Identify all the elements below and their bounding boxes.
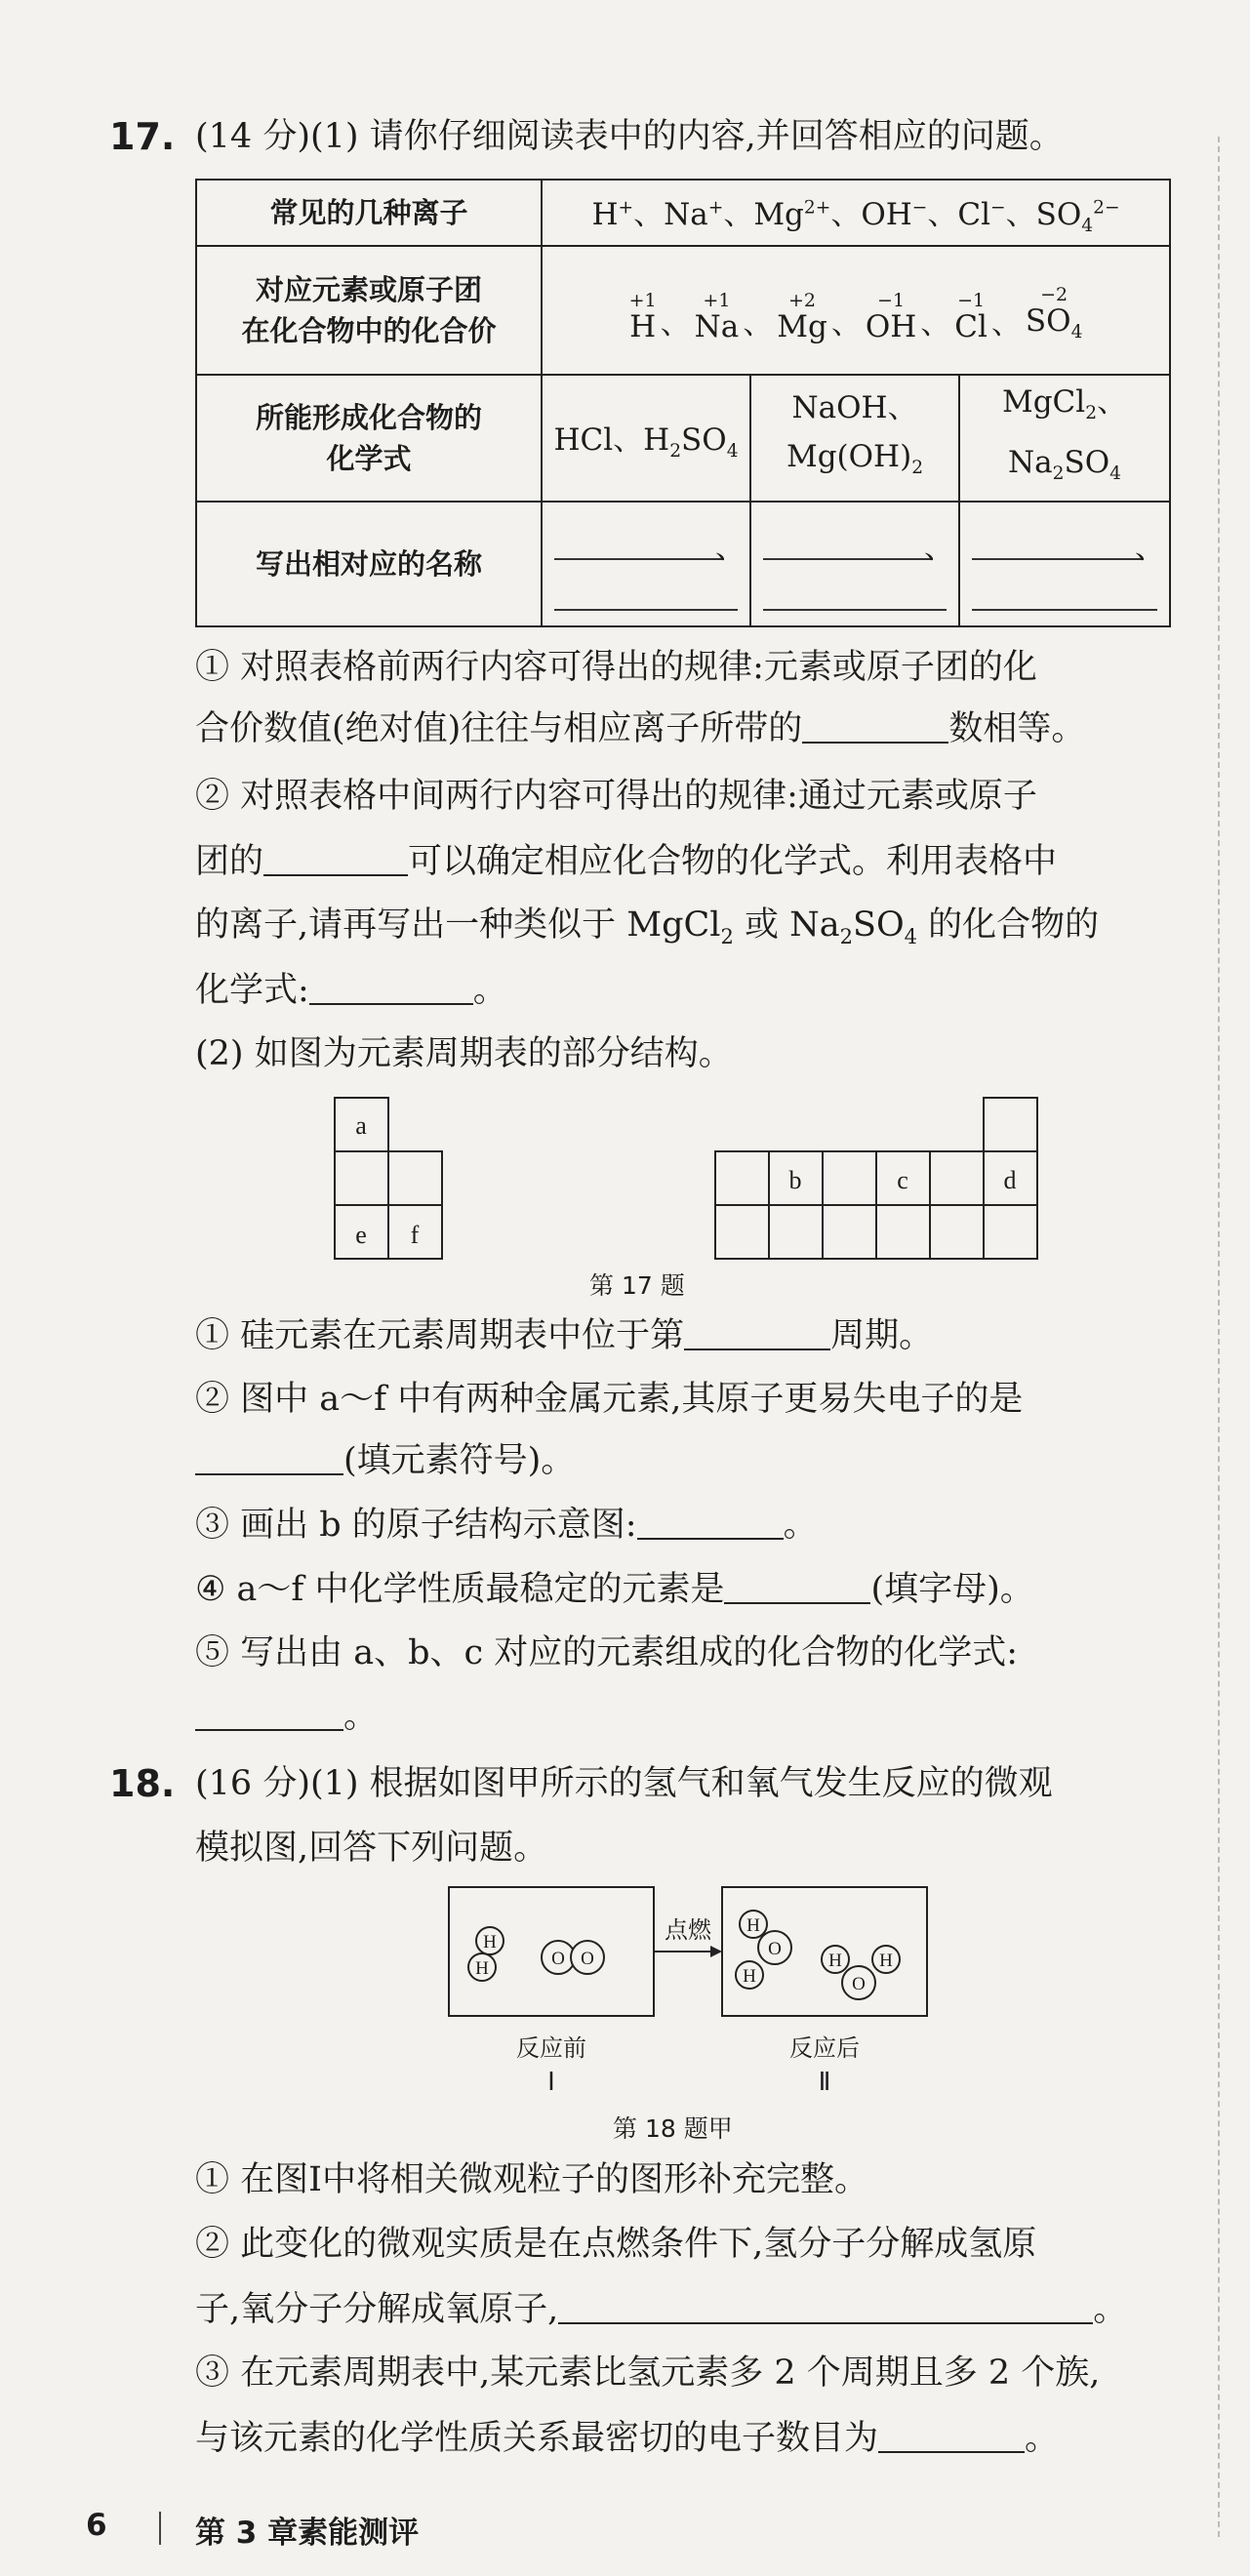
- answer-blank[interactable]: [878, 2416, 1025, 2453]
- q17-rule2-line2: 团的 可以确定相应化合物的化学式。利用表格中: [195, 839, 1057, 883]
- ions-list: H+、Na+、$Mg^{2+}$、OH−、Cl−、$SO_4^{2-}$: [591, 196, 1120, 237]
- valence-5: −2 $SO_4$: [1025, 283, 1083, 342]
- q17-rule1-line1: ① 对照表格前两行内容可得出的规律:元素或原子团的化: [195, 648, 1037, 687]
- q17-rule2-line3: 的离子,请再写出一种类似于 MgCl$_2$ 或 $Na_2SO_4$ 的化合物的: [195, 906, 1100, 948]
- formula-h2so4: $H_2SO_4$: [643, 422, 739, 463]
- answer-blank[interactable]: [684, 1313, 830, 1350]
- valence-0: +1 H: [628, 289, 657, 344]
- answer-blank[interactable]: [309, 968, 473, 1005]
- ion-0: H+: [591, 196, 634, 232]
- name-separator: 、: [924, 531, 954, 566]
- ions-cell: [542, 180, 1170, 246]
- pt-cell: [930, 1151, 984, 1205]
- pt-cell: [715, 1151, 769, 1205]
- valence-2: +2 Mg: [777, 289, 827, 344]
- element-label-a: a: [355, 1111, 367, 1140]
- answer-blank[interactable]: [263, 839, 408, 876]
- formula-mgoh2: $Mg(OH)_2$: [786, 438, 924, 479]
- atom-label: H: [483, 1932, 497, 1952]
- q17-sub2-line1: ② 图中 a～f 中有两种金属元素,其原子更易失电子的是: [195, 1380, 1024, 1419]
- pt-cell: [876, 1205, 930, 1259]
- table-header-ions: 常见的几种离子: [196, 180, 542, 246]
- chapter-title: 第 3 章素能测评: [195, 2516, 420, 2551]
- formula-cell-2: [750, 375, 959, 502]
- ion-3: OH−: [861, 196, 928, 232]
- q18-sub2-line1: ② 此变化的微观实质是在点燃条件下,氢分子分解成氢原: [195, 2225, 1037, 2264]
- name-blank-cell-2[interactable]: [750, 502, 959, 626]
- arrow-label-ignite: 点燃: [665, 1916, 711, 1944]
- before-roman: Ⅰ: [547, 2068, 555, 2096]
- q17-sub5-line2: 。: [195, 1694, 378, 1738]
- figure-18-caption: 第 18 题甲: [613, 2114, 733, 2143]
- q17-rule2-line1: ② 对照表格中间两行内容可得出的规律:通过元素或原子: [195, 777, 1037, 816]
- q18-sub3-line1: ③ 在元素周期表中,某元素比氢元素多 2 个周期且多 2 个族,: [195, 2354, 1101, 2393]
- name-separator: 、: [715, 531, 746, 566]
- after-label: 反应后: [789, 2034, 860, 2062]
- answer-blank[interactable]: [637, 1503, 784, 1540]
- q17-sub2-line2: (填元素符号)。: [195, 1438, 575, 1482]
- atom-label: O: [581, 1949, 594, 1969]
- atom-label: H: [746, 1915, 760, 1936]
- binding-margin-line: [1218, 137, 1220, 2537]
- formula-cell-3: [959, 375, 1170, 502]
- valence-list: +1 H 、 +1 Na 、 +2 Mg 、 −1 OH 、 −1 Cl 、 −2 $SO_4$: [628, 283, 1083, 344]
- atom-label: H: [879, 1951, 893, 1971]
- name-blank-cell-3[interactable]: [959, 502, 1170, 626]
- element-label-f: f: [410, 1221, 420, 1249]
- element-label-e: e: [355, 1221, 367, 1249]
- formula-separator: 、: [613, 422, 644, 458]
- answer-blank[interactable]: [195, 1694, 343, 1731]
- page-number: 6: [86, 2508, 107, 2543]
- formula-hcl: HCl: [553, 422, 614, 458]
- answer-blank[interactable]: [558, 2287, 1093, 2324]
- pt-cell: [930, 1205, 984, 1259]
- formula-mgcl2: MgCl$_2$、: [1001, 383, 1128, 423]
- ion-4: Cl−: [957, 196, 1006, 232]
- question-18-number: 18.: [109, 1762, 176, 1805]
- question-17-intro: (14 分)(1) 请你仔细阅读表中的内容,并回答相应的问题。: [195, 117, 1064, 156]
- after-roman: Ⅱ: [818, 2068, 831, 2096]
- name-separator: 、: [1135, 531, 1165, 566]
- q17-sub1: ① 硅元素在元素周期表中位于第 周期。: [195, 1313, 933, 1357]
- ion-2: $Mg^{2+}$: [753, 196, 831, 232]
- formula-header-line2: 化学式: [326, 442, 412, 475]
- formula-header-line1: 所能形成化合物的: [255, 401, 482, 434]
- question-18-intro-line1: (16 分)(1) 根据如图甲所示的氢气和氧气发生反应的微观: [195, 1764, 1053, 1803]
- formula-naoh: NaOH、: [791, 389, 918, 425]
- valence-header-line1: 对应元素或原子团: [255, 273, 482, 306]
- question-18-intro-line2: 模拟图,回答下列问题。: [195, 1829, 548, 1868]
- q17-rule2-line4: 化学式: 。: [195, 968, 507, 1012]
- periodic-table-fragment: [322, 1085, 1044, 1261]
- atom-label: O: [852, 1974, 866, 1994]
- pt-cell: [823, 1151, 876, 1205]
- q17-part2-intro: (2) 如图为元素周期表的部分结构。: [195, 1034, 733, 1073]
- q18-sub1: ① 在图Ⅰ中将相关微观粒子的图形补充完整。: [195, 2160, 868, 2199]
- q17-rule1-line2: 合价数值(绝对值)往往与相应离子所带的 数相等。: [195, 706, 1085, 750]
- ion-1: Na+: [664, 196, 724, 232]
- pt-cell: [715, 1205, 769, 1259]
- pt-cell: [769, 1205, 823, 1259]
- table-header-valence: [196, 246, 542, 375]
- atom-label: O: [551, 1949, 565, 1969]
- q17-sub4: ④ a～f 中化学性质最稳定的元素是 (填字母)。: [195, 1567, 1034, 1611]
- valence-3: −1 OH: [865, 289, 917, 344]
- formula-na2so4: $Na_2SO_4$: [1008, 445, 1121, 485]
- before-label: 反应前: [516, 2034, 586, 2062]
- atom-label: H: [475, 1958, 489, 1979]
- q18-sub2-line2: 子,氧分子分解成氧原子, 。: [195, 2287, 1127, 2331]
- table-header-names: 写出相对应的名称: [196, 502, 542, 626]
- valence-4: −1 Cl: [954, 289, 988, 344]
- q17-sub5-line1: ⑤ 写出由 a、b、c 对应的元素组成的化合物的化学式:: [195, 1633, 1019, 1672]
- footer-divider: [159, 2512, 161, 2545]
- pt-cell: [984, 1205, 1037, 1259]
- valence-header-line2: 在化合物中的化合价: [241, 314, 497, 347]
- name-blank-cell-1[interactable]: [542, 502, 750, 626]
- q18-sub3-line2: 与该元素的化学性质关系最密切的电子数目为 。: [195, 2416, 1059, 2460]
- ion-5: $SO_4^{2-}$: [1035, 196, 1120, 237]
- element-label-c: c: [897, 1166, 908, 1194]
- atom-label: H: [828, 1951, 842, 1971]
- valence-1: +1 Na: [694, 289, 740, 344]
- reaction-micro-diagram: [441, 1877, 948, 2102]
- element-label-d: d: [1003, 1166, 1017, 1194]
- figure-17-caption: 第 17 题: [589, 1271, 685, 1300]
- table-header-formula: [196, 375, 542, 502]
- element-label-b: b: [788, 1166, 802, 1194]
- answer-blank[interactable]: [802, 706, 948, 744]
- pt-cell: [823, 1205, 876, 1259]
- answer-blank[interactable]: [724, 1567, 870, 1604]
- valence-cell: [542, 246, 1170, 375]
- atom-label: H: [743, 1966, 756, 1987]
- formula-cell-1: [542, 375, 750, 502]
- ion-table: [195, 179, 1171, 627]
- question-17-number: 17.: [109, 115, 176, 158]
- q17-sub3: ③ 画出 b 的原子结构示意图: 。: [195, 1503, 818, 1547]
- atom-label: O: [768, 1939, 782, 1959]
- answer-blank[interactable]: [195, 1438, 343, 1475]
